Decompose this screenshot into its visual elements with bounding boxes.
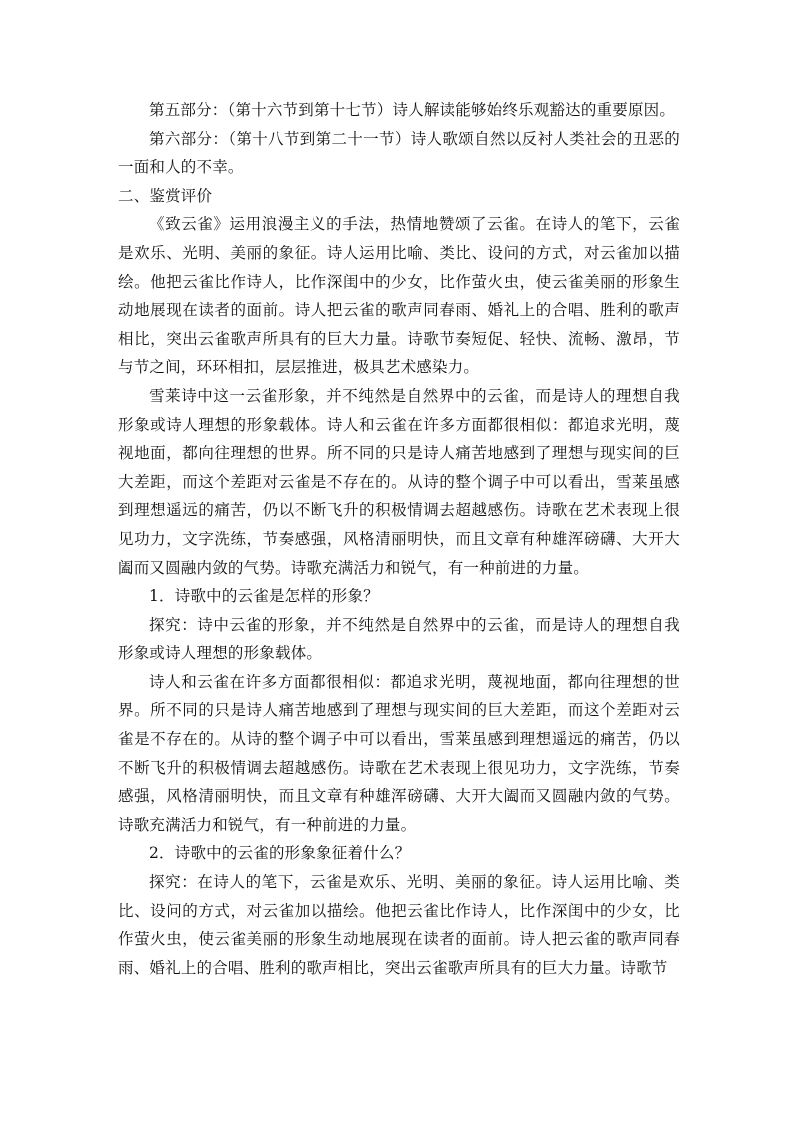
question-one: 1．诗歌中的云雀是怎样的形象？	[149, 587, 379, 606]
section-heading-appreciation: 二、鉴赏评价	[118, 186, 213, 205]
paragraph-part-six: 第六部分：（第十八节到第二十一节）诗人歌颂自然以反衬人类社会的丑恶的一面和人的不幸。	[118, 129, 680, 177]
paragraph-appreciation-intro: 《致云雀》运用浪漫主义的手法，热情地赞颂了云雀。在诗人的笔下，云雀是欢乐、光明、美丽的象征。诗人运用比喻、类比、设问的方式，对云雀加以描绘。他把云雀比作诗人，比作深闺中的少女，比作萤火虫，使云雀美丽的形象生动地展现在读者的面前。诗人把云雀的歌声同春雨、婚礼上的合唱、胜利的歌声相比，突出云雀歌声所具有的巨大力量。诗歌节奏短促、轻快、流畅、激昂，节与节之间，环环相扣，层层推进，极具艺术感染力。	[118, 215, 680, 377]
answer-two: 探究：在诗人的笔下，云雀是欢乐、光明、美丽的象征。诗人运用比喻、类比、设问的方式，对云雀加以描绘。他把云雀比作诗人，比作深闺中的少女，比作萤火虫，使云雀美丽的形象生动地展现在读者的面前。诗人把云雀的歌声同春雨、婚礼上的合唱、胜利的歌声相比，突出云雀歌声所具有的巨大力量。诗歌节	[118, 873, 680, 977]
paragraph-part-five: 第五部分：（第十六节到第十七节）诗人解读能够始终乐观豁达的重要原因。	[149, 101, 676, 119]
answer-one-part-b: 诗人和云雀在许多方面都很相似：都追求光明，蔑视地面，都向往理想的世界。所不同的只是诗人痛苦地感到了理想与现实间的巨大差距，而这个差距对云雀是不存在的。从诗的整个调子中可以看出，雪莱虽感到理想遥远的痛苦，仍以不断飞升的积极情调去超越感伤。诗歌在艺术表现上很见功力，文字洗练，节奏感强，风格清丽明快，而且文章有种雄浑磅礴、大开大阖而又圆融内敛的气势。诗歌充满活力和锐气，有一种前进的力量。	[118, 672, 680, 834]
paragraph-skylark-image: 雪莱诗中这一云雀形象，并不纯然是自然界中的云雀，而是诗人的理想自我形象或诗人理想的形象载体。诗人和云雀在许多方面都很相似：都追求光明，蔑视地面，都向往理想的世界。所不同的只是诗人痛苦地感到了理想与现实间的巨大差距，而这个差距对云雀是不存在的。从诗的整个调子中可以看出，雪莱虽感到理想遥远的痛苦，仍以不断飞升的积极情调去超越感伤。诗歌在艺术表现上很见功力，文字洗练，节奏感强，风格清丽明快，而且文章有种雄浑磅礴、大开大阖而又圆融内敛的气势。诗歌充满活力和锐气，有一种前进的力量。	[118, 386, 680, 577]
answer-one-part-a: 探究：诗中云雀的形象，并不纯然是自然界中的云雀，而是诗人的理想自我形象或诗人理想的形象载体。	[118, 615, 680, 663]
document-body	[118, 96, 680, 982]
question-two: 2．诗歌中的云雀的形象象征着什么？	[149, 844, 411, 863]
